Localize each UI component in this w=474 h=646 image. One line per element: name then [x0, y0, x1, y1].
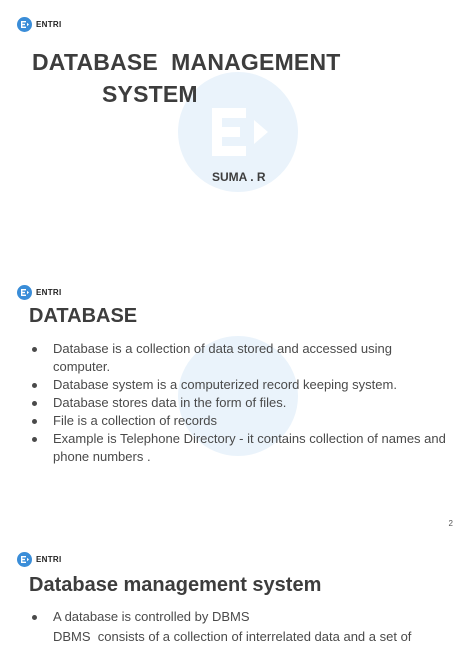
- brand-name: ENTRI: [36, 288, 62, 297]
- slide-title: DATABASE: [29, 305, 138, 327]
- brand-name: ENTRI: [36, 20, 62, 29]
- bullet-icon: [32, 347, 37, 352]
- list-item: Example is Telephone Directory - it contains collection of names and phone numbers .: [32, 430, 452, 466]
- slide-2: [0, 276, 474, 538]
- partial-text-line: DBMS consists of a collection of interrelated data and a set of: [53, 629, 412, 644]
- title-line-2: SYSTEM: [102, 81, 198, 107]
- bullet-icon: [32, 383, 37, 388]
- brand: [17, 552, 62, 567]
- bullet-icon: [32, 615, 37, 620]
- brand-name: ENTRI: [36, 555, 62, 564]
- brand: [17, 17, 62, 32]
- title-line-1: DATABASE MANAGEMENT: [32, 49, 341, 75]
- presentation-title: [32, 46, 341, 110]
- slide-3: [0, 544, 474, 644]
- list-item: File is a collection of records: [32, 412, 452, 430]
- author-name: SUMA . R: [212, 170, 266, 184]
- bullet-list: [32, 340, 452, 466]
- entri-logo-icon: [17, 17, 32, 32]
- bullet-icon: [32, 437, 37, 442]
- bullet-list: [32, 608, 452, 626]
- page-number: 2: [448, 519, 453, 528]
- slide-title: Database management system: [29, 574, 322, 596]
- list-item: Database stores data in the form of files.: [32, 394, 452, 412]
- entri-logo-icon: [17, 285, 32, 300]
- list-item: Database is a collection of data stored and accessed using computer.: [32, 340, 452, 376]
- entri-logo-icon: [17, 552, 32, 567]
- bullet-icon: [32, 419, 37, 424]
- brand: [17, 285, 62, 300]
- bullet-icon: [32, 401, 37, 406]
- list-item: A database is controlled by DBMS: [32, 608, 452, 626]
- slide-1: [0, 0, 474, 268]
- list-item: Database system is a computerized record keeping system.: [32, 376, 452, 394]
